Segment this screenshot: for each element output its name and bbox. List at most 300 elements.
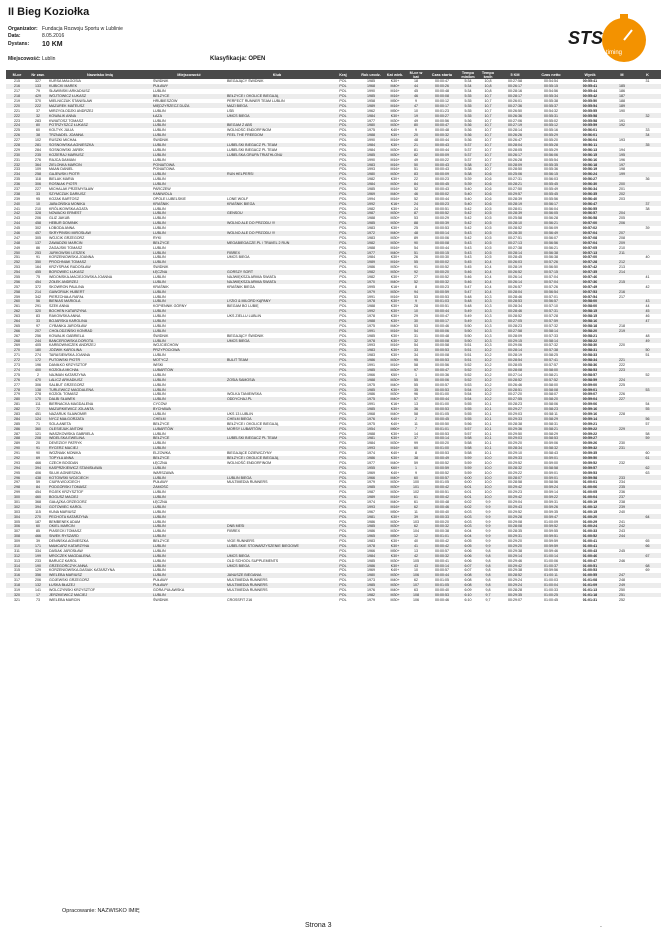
- cell-club: BIEGAJĄCY ŚWIDNIK: [227, 79, 264, 84]
- cell-birth-year: 1974: [367, 499, 375, 504]
- cell-country: POL: [339, 509, 347, 514]
- cell-result: 00:56:19: [582, 167, 598, 172]
- cell-country: POL: [339, 245, 347, 250]
- cell-speed-km-h: 9,9: [478, 534, 498, 539]
- cell-split-5km: 00:29:35: [498, 593, 532, 598]
- cell-cat-place: 104: [413, 529, 419, 534]
- cell-net-time: 00:58:00: [532, 368, 570, 373]
- cell-place-m: 229: [610, 426, 634, 431]
- cell-club: DNB MESI: [226, 524, 328, 529]
- cell-speed-km-h: 9,8: [478, 563, 498, 568]
- cell-pace-min-km: 6:00: [458, 475, 478, 480]
- cell-name: WASZKOWSKA GABRIELA: [49, 431, 94, 436]
- cell-start-time: 00:01:05: [435, 411, 449, 416]
- cell-city: BYCHAWA: [152, 407, 226, 412]
- cell-net-time: 00:55:28: [532, 143, 570, 148]
- cell-bib: 60: [28, 524, 48, 529]
- cell-city: LUBLIN: [153, 245, 166, 250]
- cell-place-m: 211: [610, 250, 634, 255]
- cell-country: POL: [328, 573, 358, 578]
- cell-age-cat: M16+: [390, 157, 400, 162]
- column-header: Rok urodz.: [358, 70, 384, 79]
- cell-speed-km-h: 10,4: [478, 280, 498, 285]
- cell-age-cat: M40+: [384, 84, 406, 89]
- cell-name: CHOŁODZIŃSKI KONRAD: [48, 328, 152, 333]
- cell-birth-year: 1977: [358, 250, 384, 255]
- cell-name: KORZENIOWSKA JOANNA: [49, 255, 94, 260]
- cell-net-time: 00:58:58: [532, 465, 570, 470]
- cell-split-5km: 00:28:32: [498, 465, 532, 470]
- cell-place-k: [634, 597, 661, 602]
- cell-speed-km-h: 10,4: [484, 275, 492, 280]
- cell-country: POL: [328, 397, 358, 402]
- cell-cat-place: 46: [406, 94, 426, 99]
- cell-place: 246: [6, 231, 28, 236]
- cell-speed-km-h: 10,2: [484, 353, 492, 358]
- cell-pace-min-km: 5:40: [458, 191, 478, 196]
- cell-club: LUBELSKIE STOWARZYSZENIE BIEGOWE: [226, 544, 328, 549]
- cell-country: POL: [328, 240, 358, 245]
- cell-city: LUBLIN: [152, 495, 226, 500]
- cell-club: LSB: [227, 108, 234, 113]
- cell-pace-min-km: 6:03: [458, 514, 478, 519]
- cell-place: 255: [14, 275, 20, 280]
- cell-start-time: 00:00:23: [435, 284, 449, 289]
- cell-pace-min-km: 6:06: [464, 558, 472, 563]
- cell-bib: 328: [28, 211, 48, 216]
- cell-age-cat: M30+: [384, 485, 406, 490]
- cell-start-time: 00:00:44: [426, 397, 458, 402]
- cell-speed-km-h: 9,9: [485, 509, 491, 514]
- cell-net-time: 00:55:54: [544, 157, 558, 162]
- cell-city: LUBLIN: [152, 182, 226, 187]
- cell-speed-km-h: 9,8: [485, 578, 491, 583]
- cell-pace-min-km: 6:02: [458, 504, 478, 509]
- cell-pace-min-km: 5:47: [464, 284, 472, 289]
- cell-pace-min-km: 5:43: [464, 245, 472, 250]
- cell-cat-place: 35: [406, 387, 426, 392]
- cell-city: KRAŚNIK: [153, 284, 169, 289]
- cell-start-time: 00:00:44: [426, 573, 458, 578]
- cell-speed-km-h: 10,1: [478, 407, 498, 412]
- cell-split-5km: 00:27:13: [498, 240, 532, 245]
- cell-age-cat: K30+: [384, 544, 406, 549]
- cell-bib: 233: [35, 558, 41, 563]
- cell-name: OLESIEJUK ANTONI: [48, 426, 152, 431]
- cell-birth-year: 1990: [367, 157, 375, 162]
- cell-net-time: 00:57:01: [544, 294, 558, 299]
- cell-result: 00:56:57: [570, 211, 610, 216]
- cell-club: NAJWIĘKSZA ARMIA ŚWIATA: [227, 275, 276, 280]
- cell-place-m: 197: [610, 162, 634, 167]
- cell-cat-place: 61: [414, 499, 418, 504]
- cell-place: 232: [6, 162, 28, 167]
- cell-name: PECHOTA KATARZYNA: [48, 514, 152, 519]
- cell-country: POL: [328, 446, 358, 451]
- cell-speed-km-h: 10,2: [478, 368, 498, 373]
- cell-bib: 454: [35, 490, 41, 495]
- cell-cat-place: 44: [406, 84, 426, 89]
- cell-birth-year: 1985: [358, 94, 384, 99]
- cell-name: MIRZYGŁODZKI ANDRZEJ: [49, 108, 94, 113]
- distance-label: Dystans:: [8, 41, 30, 47]
- cell-cat-place: 40: [414, 539, 418, 544]
- cell-birth-year: 1967: [367, 509, 375, 514]
- cell-birth-year: 1982: [367, 206, 375, 211]
- cell-place-m: 240: [619, 509, 625, 514]
- cell-country: POL: [328, 280, 358, 285]
- cell-cat-place: 103: [413, 519, 419, 524]
- cell-birth-year: 1983: [367, 226, 375, 231]
- classification-value: OPEN: [248, 56, 266, 62]
- cell-result: 00:57:08: [582, 235, 598, 240]
- cell-bib: 274: [35, 353, 41, 358]
- cell-pace-min-km: 6:04: [458, 534, 478, 539]
- cell-place-m: 210: [619, 245, 625, 250]
- cell-city: BEŁŻYCE: [152, 240, 226, 245]
- cell-start-time: 00:00:57: [426, 475, 458, 480]
- cell-country: POL: [328, 309, 358, 314]
- cell-speed-km-h: 10,6: [484, 196, 492, 201]
- cell-birth-year: 1980: [358, 123, 384, 128]
- cell-result: 01:00:04: [570, 495, 610, 500]
- cell-club: ZOSIA SAMOSIA: [226, 377, 328, 382]
- cell-split-5km: 00:29:33: [498, 456, 532, 461]
- cell-city: MIĘDZYRZECZ DUŻA: [152, 103, 226, 108]
- cell-place-k: 63: [645, 470, 650, 475]
- cell-pace-min-km: 5:52: [464, 372, 472, 377]
- cell-name: LALICZ ARKADIUSZ: [48, 377, 152, 382]
- cell-bib: 121: [35, 431, 41, 436]
- cell-result: 00:57:36: [570, 280, 610, 285]
- cell-country: POL: [339, 568, 347, 573]
- cell-start-time: 00:00:14: [426, 231, 458, 236]
- cell-name: ROŚNIAK PIOTR: [48, 182, 152, 187]
- cell-age-cat: K30+: [384, 348, 406, 353]
- organizer-value: Fundacja Rozwoju Sportu w Lublinie: [42, 26, 123, 32]
- cell-city: LUBLIN: [153, 275, 166, 280]
- cell-split-5km: 00:27:06: [508, 118, 522, 123]
- cell-city: LUBLIN: [153, 89, 166, 94]
- cell-name: SZEK ANNA: [49, 304, 70, 309]
- cell-country: POL: [328, 133, 358, 138]
- cell-split-5km: 00:29:04: [508, 499, 522, 504]
- cell-age-cat: K30+: [390, 275, 400, 280]
- cell-speed-km-h: 10,7: [484, 157, 492, 162]
- cell-place-k: 47: [634, 319, 661, 324]
- cell-start-time: 00:00:58: [435, 343, 449, 348]
- cell-speed-km-h: 9,8: [478, 583, 498, 588]
- cell-cat-place: 28: [414, 304, 418, 309]
- cell-split-5km: 00:29:42: [498, 495, 532, 500]
- cell-net-time: 00:59:01: [544, 470, 558, 475]
- cell-birth-year: 1982: [367, 177, 375, 182]
- cell-start-time: 00:00:27: [426, 113, 458, 118]
- cell-net-time: 00:58:20: [532, 397, 570, 402]
- cell-result: 01:00:52: [570, 534, 610, 539]
- cell-start-time: 00:00:14: [426, 563, 458, 568]
- cell-cat-place: 54: [414, 343, 418, 348]
- cell-pace-min-km: 5:42: [458, 221, 478, 226]
- cell-name: DEVEZIOY PATRYK: [49, 441, 82, 446]
- cell-net-time: 00:55:38: [544, 98, 558, 103]
- cell-speed-km-h: 9,8: [478, 553, 498, 558]
- cell-country: POL: [328, 544, 358, 549]
- cell-result: 00:58:57: [582, 372, 598, 377]
- cell-age-cat: M30+: [384, 211, 406, 216]
- cell-cat-place: 99: [414, 441, 418, 446]
- cell-birth-year: 1978: [358, 338, 384, 343]
- cell-cat-place: 48: [414, 138, 418, 143]
- cell-country: POL: [339, 480, 347, 485]
- cell-city: ŚWIDNIK: [153, 79, 169, 84]
- cell-start-time: 00:00:48: [435, 333, 449, 338]
- cell-city: LUBLIN: [153, 558, 166, 563]
- cell-place: 274: [6, 368, 28, 373]
- cell-split-5km: 00:28:28: [508, 588, 522, 593]
- cell-result: 00:58:21: [582, 333, 598, 338]
- cell-pace-min-km: 5:48: [464, 294, 472, 299]
- cell-country: POL: [339, 470, 347, 475]
- cell-country: POL: [339, 196, 347, 201]
- cell-club: NAJWIĘKSZA ARMIA ŚWIATA: [226, 280, 328, 285]
- cell-bib: 138: [28, 387, 48, 392]
- cell-net-time: 00:55:45: [532, 191, 570, 196]
- cell-place: 235: [14, 177, 20, 182]
- cell-birth-year: 1985: [367, 79, 375, 84]
- cell-pace-min-km: 5:49: [458, 309, 478, 314]
- cell-age-cat: M30+: [384, 593, 406, 598]
- date-value: 8.05.2016: [42, 33, 65, 39]
- cell-pace-min-km: 5:34: [464, 89, 472, 94]
- cell-age-cat: K30+: [390, 431, 400, 436]
- cell-place-m: 236: [619, 490, 625, 495]
- cell-split-5km: 00:29:24: [508, 578, 522, 583]
- cell-net-time: 00:57:04: [532, 280, 570, 285]
- cell-place: 314: [6, 563, 28, 568]
- cell-bib: 210: [35, 206, 41, 211]
- cell-speed-km-h: 10,5: [478, 221, 498, 226]
- cell-cat-place: 11: [414, 509, 418, 514]
- cell-pace-min-km: 5:36: [464, 118, 472, 123]
- cell-age-cat: K16+: [390, 284, 400, 289]
- cell-name: PRÓCHNIAK TOMASZ: [48, 260, 152, 265]
- cell-country: POL: [339, 294, 347, 299]
- cell-split-5km: 00:26:17: [498, 84, 532, 89]
- cell-bib: 37: [36, 108, 40, 113]
- cell-place-m: 216: [610, 289, 634, 294]
- cell-name: WÓJCIK GRZEGORZ: [49, 235, 85, 240]
- cell-cat-place: 32: [406, 338, 426, 343]
- cell-pace-min-km: 5:45: [458, 260, 478, 265]
- cell-speed-km-h: 9,8: [485, 558, 491, 563]
- cell-city: PUŁAWY: [153, 578, 169, 583]
- cell-place-m: 224: [610, 377, 634, 382]
- cell-country: POL: [328, 260, 358, 265]
- cell-age-cat: K50+: [390, 372, 400, 377]
- cell-age-cat: M40+: [384, 191, 406, 196]
- cell-name: TOPYŁA ANNA: [48, 456, 152, 461]
- cell-birth-year: 1988: [367, 304, 375, 309]
- cell-start-time: 00:00:08: [426, 240, 458, 245]
- cell-pace-min-km: 5:49: [458, 319, 478, 324]
- cell-speed-km-h: 10,3: [478, 338, 498, 343]
- cell-split-5km: 00:28:53: [498, 299, 532, 304]
- cell-name: NOWACKI ERNEST: [48, 211, 152, 216]
- cell-pace-min-km: 5:58: [458, 436, 478, 441]
- cell-club: LYZIO & MILORD KĄPANY: [226, 299, 328, 304]
- cell-net-time: 00:58:06: [544, 402, 558, 407]
- cell-birth-year: 1985: [367, 558, 375, 563]
- cell-split-5km: 00:28:34: [498, 446, 532, 451]
- cell-pace-min-km: 5:57: [464, 431, 472, 436]
- cell-cat-place: 52: [414, 186, 418, 191]
- cell-place: 258: [6, 289, 28, 294]
- cell-start-time: 00:00:49: [426, 456, 458, 461]
- cell-city: CYCÓW: [153, 402, 167, 407]
- cell-place: 225: [14, 128, 20, 133]
- cell-cat-place: 63: [414, 588, 418, 593]
- cell-net-time: 00:56:17: [532, 201, 570, 206]
- cell-place-k: 31: [645, 79, 650, 84]
- cell-city: KOPIENNIK GÓRNY: [153, 304, 187, 309]
- cell-name: MAAN DANIEL: [49, 167, 74, 172]
- cell-result: 00:58:22: [570, 338, 610, 343]
- cell-pace-min-km: 5:49: [464, 314, 472, 319]
- cell-club: MULTIMEDIA RUNNERS: [227, 588, 268, 593]
- cell-bib: 79: [36, 89, 40, 94]
- cell-cat-place: 1: [415, 372, 417, 377]
- cell-bib: 164: [35, 265, 41, 270]
- cell-city: LUBLIN: [152, 563, 226, 568]
- cell-age-cat: M16+: [384, 446, 406, 451]
- cell-start-time: 00:00:06: [426, 377, 458, 382]
- cell-name: ZAWADZKI MARCIN: [48, 240, 152, 245]
- cell-city: ŚWIDNIK: [153, 138, 169, 143]
- cell-net-time: 00:57:10: [544, 304, 558, 309]
- cell-net-time: 00:58:56: [544, 480, 558, 485]
- column-header: Tempo min/km: [458, 70, 478, 79]
- cell-split-5km: 00:29:46: [508, 558, 522, 563]
- cell-net-time: 00:56:38: [544, 255, 558, 260]
- cell-place: 244: [6, 221, 28, 226]
- column-header: Czas startu: [426, 70, 458, 79]
- cell-pace-min-km: 6:01: [458, 485, 478, 490]
- cell-split-5km: 00:28:35: [508, 529, 522, 534]
- cell-birth-year: 1972: [358, 231, 384, 236]
- cell-result: 00:57:00: [570, 221, 610, 226]
- cell-cat-place: 51: [414, 167, 418, 172]
- cell-split-5km: 00:27:58: [498, 328, 532, 333]
- cell-cat-place: 51: [406, 250, 426, 255]
- cell-name: SOSNOWSKI JAREK: [49, 147, 84, 152]
- cell-start-time: 00:00:48: [435, 89, 449, 94]
- cell-pace-min-km: 5:42: [464, 216, 472, 221]
- cell-place-k: 53: [634, 387, 661, 392]
- cell-result: 01:00:41: [582, 539, 598, 544]
- cell-age-cat: K60+: [384, 465, 406, 470]
- cell-speed-km-h: 9,8: [485, 568, 491, 573]
- cell-name: MIELNICZUK STANISŁAW: [49, 98, 93, 103]
- cell-result: 00:59:50: [570, 456, 610, 461]
- cell-speed-km-h: 10,8: [484, 79, 492, 84]
- cell-pace-min-km: 5:36: [458, 133, 478, 138]
- cell-place-k: 68: [634, 563, 661, 568]
- cell-name: MICHALAK PRZEMYSŁAW: [49, 186, 94, 191]
- cell-split-5km: 00:29:31: [498, 534, 532, 539]
- cell-city: LUBLIN: [153, 490, 166, 495]
- cell-place-m: 212: [610, 260, 634, 265]
- cell-start-time: 00:00:33: [426, 514, 458, 519]
- cell-name: ZAGAJSKI TOMASZ: [49, 245, 83, 250]
- cell-speed-km-h: 10,0: [478, 485, 498, 490]
- cell-start-time: 00:00:53: [426, 358, 458, 363]
- cell-country: POL: [328, 358, 358, 363]
- cell-cat-place: 55: [406, 260, 426, 265]
- cell-cat-place: 90: [406, 240, 426, 245]
- cell-country: POL: [339, 186, 347, 191]
- cell-city: KANIWOLA: [152, 191, 226, 196]
- cell-place-m: 237: [610, 495, 634, 500]
- cell-bib: 214: [28, 289, 48, 294]
- cell-place-m: 243: [619, 529, 625, 534]
- cell-place-m: 234: [619, 480, 625, 485]
- cell-age-cat: M30+: [384, 270, 406, 275]
- cell-city: HRUBIESZÓW: [153, 98, 178, 103]
- cell-place: 221: [14, 108, 20, 113]
- cell-place-m: 189: [610, 103, 634, 108]
- cell-country: POL: [328, 299, 358, 304]
- cell-birth-year: 1988: [358, 133, 384, 138]
- cell-pace-min-km: 5:37: [458, 143, 478, 148]
- cell-birth-year: 1993: [367, 167, 375, 172]
- cell-country: POL: [328, 514, 358, 519]
- cell-cat-place: 46: [406, 191, 426, 196]
- cell-split-5km: 00:26:01: [508, 98, 522, 103]
- cell-cat-place: 97: [406, 368, 426, 373]
- cell-place-m: 219: [610, 328, 634, 333]
- cell-pace-min-km: 5:54: [458, 397, 478, 402]
- cell-split-5km: 00:29:20: [508, 441, 522, 446]
- cell-bib: 306: [28, 182, 48, 187]
- cell-result: 00:58:31: [570, 348, 610, 353]
- cell-place: 301: [14, 499, 20, 504]
- cell-age-cat: M50+: [390, 108, 400, 113]
- cell-place-m: 241: [619, 519, 625, 524]
- cell-net-time: 01:00:14: [532, 553, 570, 558]
- cell-split-5km: 00:28:23: [508, 402, 522, 407]
- cell-name: BOCHEN KATARZYNA: [48, 309, 152, 314]
- cell-net-time: 00:56:06: [532, 152, 570, 157]
- cell-pace-min-km: 5:39: [464, 177, 472, 182]
- cell-name: KOWALIK ANNA: [48, 113, 152, 118]
- cell-speed-km-h: 10,7: [478, 103, 498, 108]
- cell-pace-min-km: 5:43: [458, 250, 478, 255]
- cell-cat-place: 1: [406, 465, 426, 470]
- cell-place-m: 248: [619, 578, 625, 583]
- cell-pace-min-km: 5:46: [458, 270, 478, 275]
- cell-place-k: 43: [634, 299, 661, 304]
- cell-cat-place: 9: [415, 128, 417, 133]
- cell-country: POL: [339, 323, 347, 328]
- cell-result: 00:59:35: [582, 451, 598, 456]
- cell-place: 242: [6, 211, 28, 216]
- cell-age-cat: M16+: [384, 260, 406, 265]
- cell-result: 00:56:15: [570, 152, 610, 157]
- cell-city: LUBLIN: [152, 475, 226, 480]
- cell-split-5km: 00:29:10: [508, 451, 522, 456]
- cell-speed-km-h: 9,7: [478, 593, 498, 598]
